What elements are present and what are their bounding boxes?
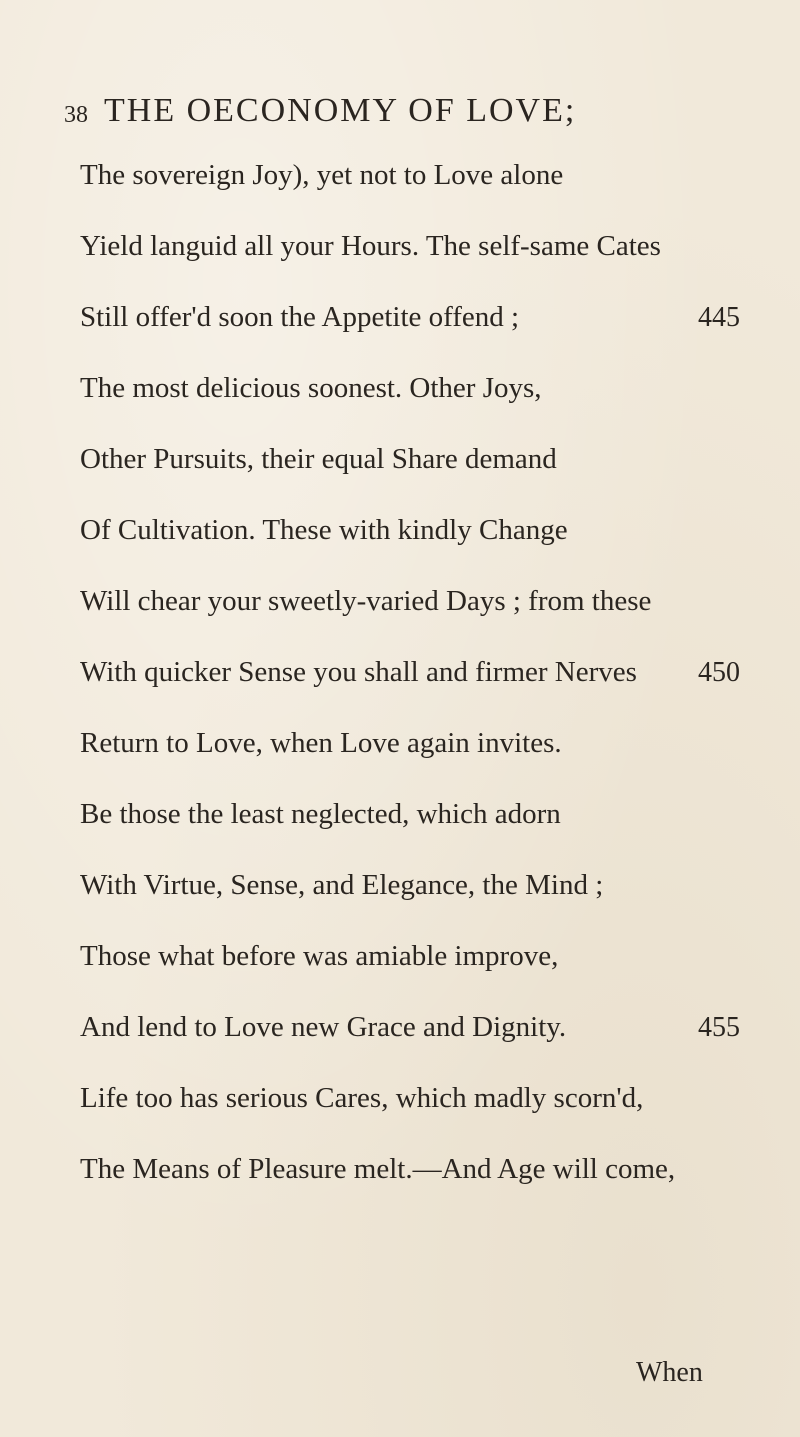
line-text: With quicker Sense you shall and firmer Nerves	[80, 656, 637, 688]
poem-text	[80, 140, 740, 1205]
poem-line	[80, 992, 740, 1063]
poem-line	[80, 140, 740, 211]
line-text: Will chear your sweetly-varied Days ; from these	[80, 585, 652, 617]
line-text: Still offer'd soon the Appetite offend ;	[80, 301, 520, 333]
line-text: Yield languid all your Hours. The self-same Cates	[80, 230, 661, 262]
poem-line	[80, 566, 740, 637]
poem-line	[80, 282, 740, 353]
line-number: 455	[698, 1012, 740, 1043]
catchword: When	[636, 1357, 703, 1388]
line-text: Of Cultivation. These with kindly Change	[80, 514, 568, 546]
line-text: With Virtue, Sense, and Elegance, the Mind ;	[80, 869, 604, 901]
page-header	[64, 92, 744, 132]
line-number: 445	[698, 302, 740, 333]
line-text: Those what before was amiable improve,	[80, 940, 559, 972]
poem-line	[80, 850, 740, 921]
poem-line	[80, 637, 740, 708]
page-number: 38	[64, 102, 88, 128]
line-text: The Means of Pleasure melt.—And Age will come,	[80, 1153, 676, 1185]
line-text: Life too has serious Cares, which madly scorn'd,	[80, 1082, 644, 1114]
poem-line	[80, 1063, 740, 1134]
line-number: 450	[698, 657, 740, 688]
poem-line	[80, 779, 740, 850]
line-text: The most delicious soonest. Other Joys,	[80, 372, 542, 404]
poem-line	[80, 353, 740, 424]
poem-line	[80, 708, 740, 779]
running-head: THE OECONOMY OF LOVE;	[104, 92, 577, 129]
line-text: The sovereign Joy), yet not to Love alone	[80, 159, 564, 191]
poem-line	[80, 921, 740, 992]
line-text: And lend to Love new Grace and Dignity.	[80, 1011, 567, 1043]
poem-line	[80, 424, 740, 495]
line-text: Be those the least neglected, which adorn	[80, 798, 561, 830]
poem-line	[80, 1134, 740, 1205]
line-text: Other Pursuits, their equal Share demand	[80, 443, 557, 475]
poem-line	[80, 495, 740, 566]
line-text: Return to Love, when Love again invites.	[80, 727, 562, 759]
poem-line	[80, 211, 740, 282]
